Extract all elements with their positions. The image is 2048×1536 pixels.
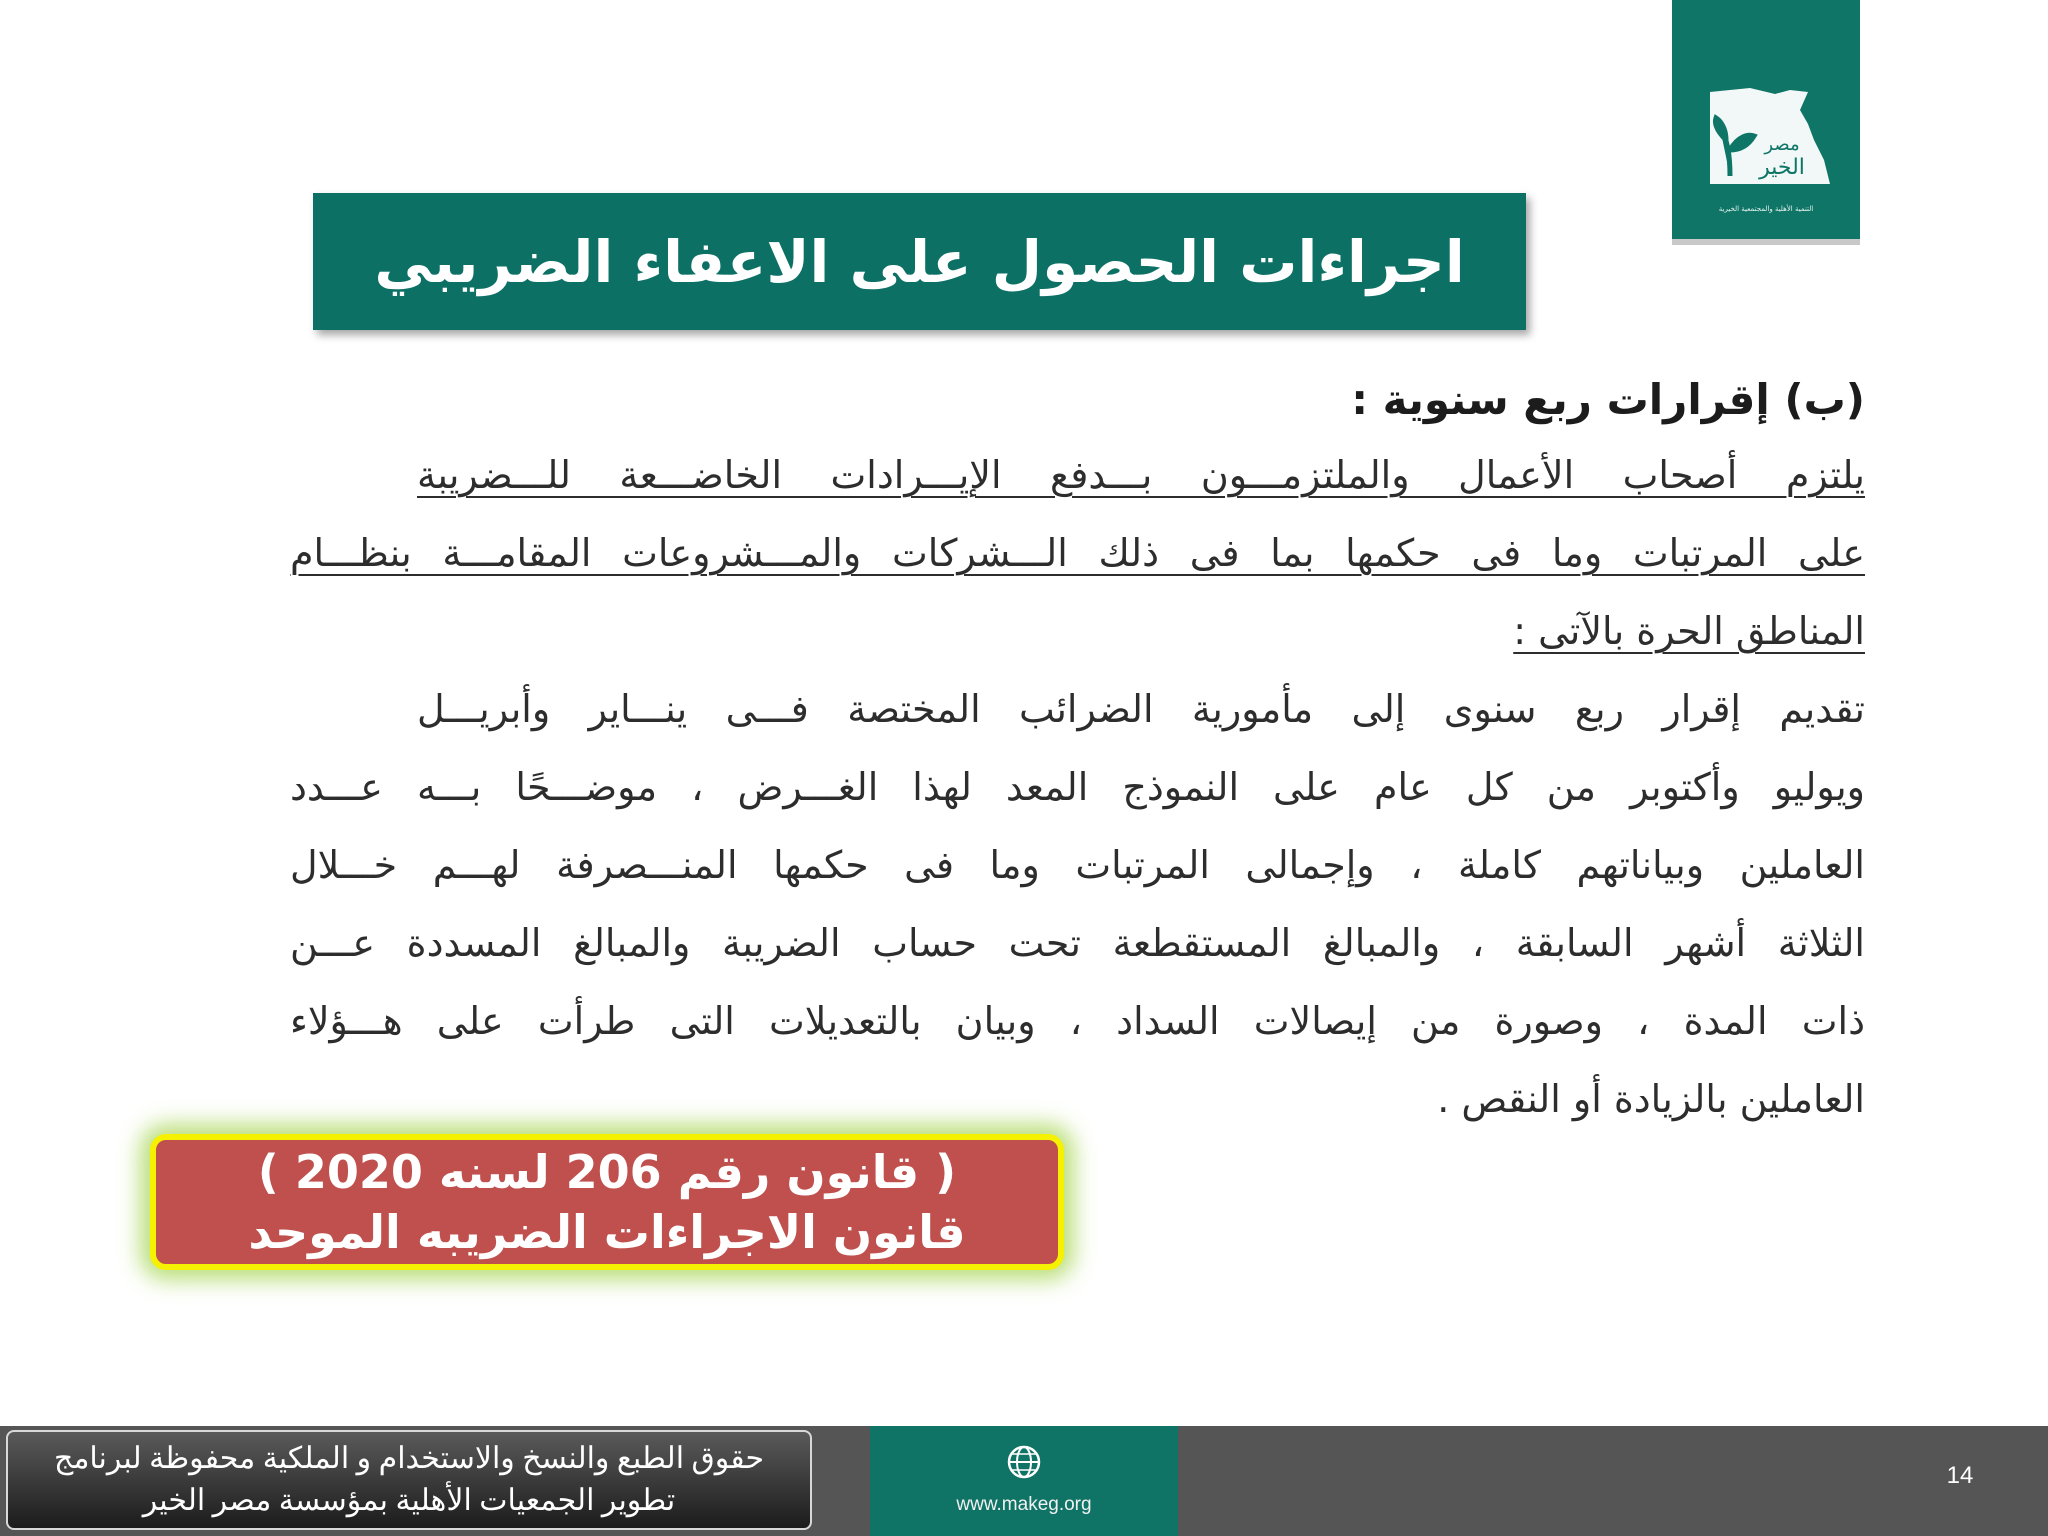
- callout-line-1: ( قانون رقم 206 لسنه 2020 ): [257, 1145, 957, 1199]
- paragraph-line: الثلاثة أشهر السابقة ، والمبالغ المستقطعة تحت حساب الضريبة والمبالغ المسددة عـــن: [290, 921, 1865, 965]
- misr-el-kheir-logo: [1690, 80, 1840, 200]
- website-link[interactable]: www.makeg.org: [956, 1494, 1092, 1515]
- paragraph-line: ويوليو وأكتوبر من كل عام على النموذج المعد لهذا الغـــرض ، موضـــحًا بـــه عـــدد: [290, 765, 1865, 809]
- paragraph-line: المناطق الحرة بالآتى :: [1513, 609, 1865, 653]
- paragraph-line: تقديم إقرار ربع سنوى إلى مأمورية الضرائب المختصة فـــى ينـــاير وأبريـــل: [417, 687, 1865, 731]
- copyright-notice: [6, 1430, 812, 1530]
- logo-panel: [1672, 0, 1860, 245]
- copyright-line-2: تطوير الجمعيات الأهلية بمؤسسة مصر الخير: [142, 1484, 676, 1517]
- section-heading: (ب) إقرارات ربع سنوية :: [1351, 375, 1865, 424]
- globe-icon: [1006, 1444, 1042, 1480]
- slide-title: اجراءات الحصول على الاعفاء الضريبي: [313, 193, 1526, 330]
- law-callout: [150, 1134, 1064, 1270]
- svg-text:الخير: الخير: [1759, 155, 1805, 180]
- copyright-line-1: حقوق الطبع والنسخ والاستخدام و الملكية محفوظة لبرنامج: [53, 1442, 765, 1475]
- logo-caption: التنمية الأهلية والمجتمعية الخيرية: [1718, 205, 1814, 213]
- website-box[interactable]: [870, 1426, 1178, 1536]
- paragraph-line: العاملين بالزيادة أو النقص .: [1437, 1077, 1865, 1121]
- paragraph-line: على المرتبات وما فى حكمها بما فى ذلك الـــشركات والمـــشروعات المقامـــة بنظـــام: [290, 531, 1865, 575]
- callout-line-2: قانون الاجراءات الضريبه الموحد: [248, 1205, 966, 1259]
- scanned-text-block: [285, 370, 1865, 1150]
- paragraph-line: العاملين وبياناتهم كاملة ، وإجمالى المرتبات وما فى حكمها المنـــصرفة لهـــم خـــلال: [290, 843, 1865, 887]
- svg-text:مصر: مصر: [1764, 134, 1800, 155]
- page-number: 14: [1946, 1462, 1974, 1489]
- paragraph-line: ذات المدة ، وصورة من إيصالات السداد ، وبيان بالتعديلات التى طرأت على هـــؤلاء: [290, 999, 1865, 1043]
- paragraph-line: يلتزم أصحاب الأعمال والملتزمـــون بـــدفع الإيـــرادات الخاضـــعة للـــضريبة: [417, 453, 1865, 497]
